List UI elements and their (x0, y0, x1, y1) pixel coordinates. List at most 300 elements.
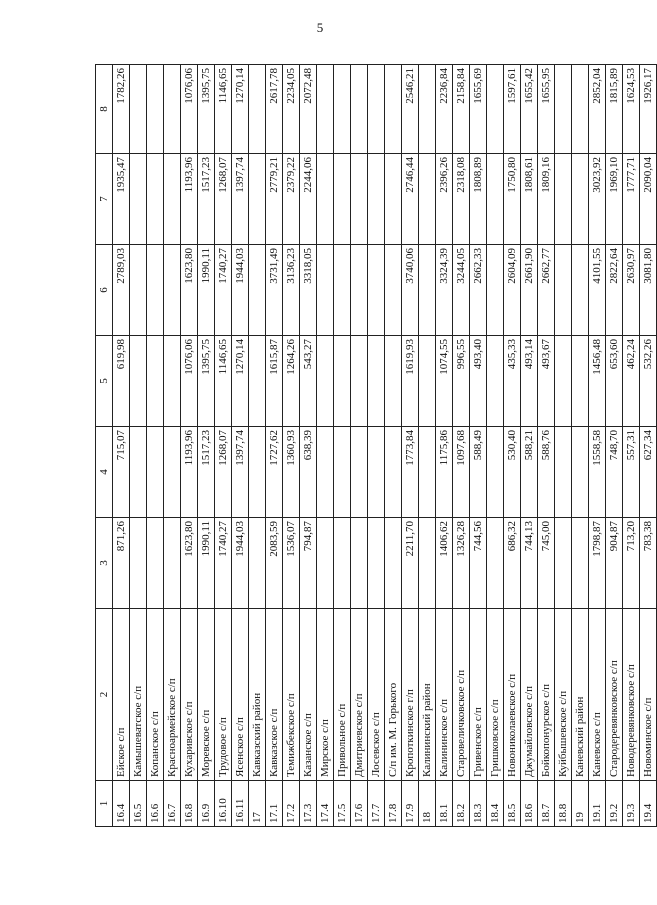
row-index-cell: 17.3 (300, 781, 317, 827)
value-cell: 1926,17 (640, 65, 657, 154)
value-cell: 2072,48 (300, 65, 317, 154)
value-cell: 1808,89 (470, 154, 487, 245)
value-cell (130, 336, 147, 427)
value-cell: 2662,33 (470, 245, 487, 336)
value-cell (419, 65, 436, 154)
value-cell (130, 154, 147, 245)
value-cell (419, 245, 436, 336)
row-index-cell: 17.5 (334, 781, 351, 827)
value-cell: 1076,06 (181, 336, 198, 427)
value-cell (164, 245, 181, 336)
value-cell: 1360,93 (283, 427, 300, 518)
row-index-cell: 18 (419, 781, 436, 827)
value-cell: 1175,86 (436, 427, 453, 518)
row-index-cell: 19.2 (606, 781, 623, 827)
table-row (623, 65, 640, 827)
row-index-cell: 16.10 (215, 781, 232, 827)
value-cell (419, 427, 436, 518)
value-cell: 1395,75 (198, 65, 215, 154)
value-cell: 1270,14 (232, 65, 249, 154)
row-index-cell: 18.8 (555, 781, 572, 827)
settlement-name-cell: Старовеличковское с/п (453, 609, 470, 781)
value-cell (164, 427, 181, 518)
settlement-name-cell: С/п им. М. Горького (385, 609, 402, 781)
value-cell: 2789,03 (113, 245, 130, 336)
row-index-cell: 17.7 (368, 781, 385, 827)
value-cell (130, 427, 147, 518)
value-cell: 1990,11 (198, 245, 215, 336)
table-container (95, 65, 654, 827)
settlement-name-cell: Гривенское с/п (470, 609, 487, 781)
value-cell: 2244,06 (300, 154, 317, 245)
value-cell (249, 154, 266, 245)
value-cell (555, 336, 572, 427)
row-index-cell: 17.2 (283, 781, 300, 827)
rotated-table-frame (95, 65, 654, 827)
value-cell: 2604,09 (504, 245, 521, 336)
value-cell: 871,26 (113, 518, 130, 609)
value-cell: 904,87 (606, 518, 623, 609)
value-cell (249, 336, 266, 427)
value-cell: 2661,90 (521, 245, 538, 336)
value-cell: 1146,65 (215, 336, 232, 427)
row-index-cell: 18.4 (487, 781, 504, 827)
value-cell: 1782,26 (113, 65, 130, 154)
table-row (215, 65, 232, 827)
value-cell: 1395,75 (198, 336, 215, 427)
value-cell (572, 65, 589, 154)
data-table (95, 64, 657, 827)
settlement-name-cell: Новониколаевское с/п (504, 609, 521, 781)
settlement-name-cell: Кухаривское с/п (181, 609, 198, 781)
value-cell: 713,20 (623, 518, 640, 609)
value-cell (249, 245, 266, 336)
settlement-name-cell: Камышеватское с/п (130, 609, 147, 781)
value-cell (130, 245, 147, 336)
column-header: 2 (96, 609, 113, 781)
value-cell (317, 336, 334, 427)
settlement-name-cell: Новодеревянковское с/п (623, 609, 640, 781)
value-cell: 1655,95 (538, 65, 555, 154)
table-row (249, 65, 266, 827)
value-cell (368, 518, 385, 609)
row-index-cell: 17.9 (402, 781, 419, 827)
value-cell (572, 427, 589, 518)
value-cell (351, 427, 368, 518)
value-cell: 1326,28 (453, 518, 470, 609)
value-cell: 1809,16 (538, 154, 555, 245)
table-row (504, 65, 521, 827)
value-cell (487, 154, 504, 245)
row-index-cell: 19.3 (623, 781, 640, 827)
value-cell (164, 518, 181, 609)
value-cell (385, 65, 402, 154)
value-cell: 2083,59 (266, 518, 283, 609)
settlement-name-cell: Трудовое с/п (215, 609, 232, 781)
value-cell: 1773,84 (402, 427, 419, 518)
value-cell: 1076,06 (181, 65, 198, 154)
value-cell: 794,87 (300, 518, 317, 609)
row-index-cell: 16.5 (130, 781, 147, 827)
value-cell: 1536,07 (283, 518, 300, 609)
value-cell: 1193,96 (181, 154, 198, 245)
value-cell: 493,14 (521, 336, 538, 427)
value-cell (249, 65, 266, 154)
settlement-name-cell: Новоминское с/п (640, 609, 657, 781)
table-row (453, 65, 470, 827)
value-cell: 2546,21 (402, 65, 419, 154)
settlement-name-cell: Гришковское с/п (487, 609, 504, 781)
value-cell (334, 245, 351, 336)
value-cell: 1750,80 (504, 154, 521, 245)
value-cell (147, 427, 164, 518)
value-cell (368, 427, 385, 518)
row-index-cell: 16.6 (147, 781, 164, 827)
value-cell: 2158,84 (453, 65, 470, 154)
value-cell (368, 65, 385, 154)
value-cell: 1406,62 (436, 518, 453, 609)
value-cell (317, 154, 334, 245)
value-cell (249, 518, 266, 609)
value-cell (555, 154, 572, 245)
row-index-cell: 18.7 (538, 781, 555, 827)
value-cell (487, 518, 504, 609)
value-cell: 1815,89 (606, 65, 623, 154)
table-row (232, 65, 249, 827)
value-cell: 1397,74 (232, 427, 249, 518)
value-cell: 3136,23 (283, 245, 300, 336)
value-cell (572, 154, 589, 245)
value-cell (147, 245, 164, 336)
value-cell (317, 427, 334, 518)
table-row (589, 65, 606, 827)
settlement-name-cell: Ясенское с/п (232, 609, 249, 781)
settlement-name-cell: Стародеревянковское с/п (606, 609, 623, 781)
value-cell: 1655,69 (470, 65, 487, 154)
row-index-cell: 17.6 (351, 781, 368, 827)
value-cell (130, 65, 147, 154)
value-cell (334, 336, 351, 427)
column-header: 4 (96, 427, 113, 518)
table-row (436, 65, 453, 827)
column-header: 5 (96, 336, 113, 427)
value-cell: 744,13 (521, 518, 538, 609)
value-cell: 715,07 (113, 427, 130, 518)
value-cell (351, 336, 368, 427)
table-row (266, 65, 283, 827)
value-cell: 1517,23 (198, 154, 215, 245)
value-cell: 1268,07 (215, 427, 232, 518)
table-row (130, 65, 147, 827)
row-index-cell: 17.4 (317, 781, 334, 827)
value-cell: 1074,55 (436, 336, 453, 427)
row-index-cell: 16.4 (113, 781, 130, 827)
value-cell (487, 336, 504, 427)
value-cell: 543,27 (300, 336, 317, 427)
value-cell: 2379,22 (283, 154, 300, 245)
value-cell: 996,55 (453, 336, 470, 427)
settlement-name-cell: Ейское с/п (113, 609, 130, 781)
value-cell (164, 65, 181, 154)
value-cell (351, 245, 368, 336)
value-cell: 2779,21 (266, 154, 283, 245)
value-cell: 1944,03 (232, 245, 249, 336)
row-index-cell: 16.11 (232, 781, 249, 827)
value-cell (555, 518, 572, 609)
value-cell (572, 518, 589, 609)
table-row (521, 65, 538, 827)
row-index-cell: 18.2 (453, 781, 470, 827)
settlement-name-cell: Бойкопонурское с/п (538, 609, 555, 781)
value-cell (351, 518, 368, 609)
value-cell (555, 65, 572, 154)
value-cell: 1969,10 (606, 154, 623, 245)
value-cell: 783,38 (640, 518, 657, 609)
value-cell: 1270,14 (232, 336, 249, 427)
row-index-cell: 19 (572, 781, 589, 827)
table-row (385, 65, 402, 827)
value-cell: 557,31 (623, 427, 640, 518)
column-header: 8 (96, 65, 113, 154)
column-header: 7 (96, 154, 113, 245)
value-cell (555, 427, 572, 518)
value-cell: 1740,27 (215, 245, 232, 336)
table-body (113, 65, 657, 827)
page-number: 5 (316, 20, 324, 35)
table-row (164, 65, 181, 827)
value-cell (147, 154, 164, 245)
row-index-cell: 17.1 (266, 781, 283, 827)
value-cell (419, 154, 436, 245)
table-row (300, 65, 317, 827)
table-row (487, 65, 504, 827)
settlement-name-cell: Кавказское с/п (266, 609, 283, 781)
value-cell: 4101,55 (589, 245, 606, 336)
value-cell: 1264,26 (283, 336, 300, 427)
value-cell: 588,49 (470, 427, 487, 518)
value-cell (487, 65, 504, 154)
row-index-cell: 16.8 (181, 781, 198, 827)
value-cell (147, 518, 164, 609)
value-cell (351, 154, 368, 245)
value-cell (368, 154, 385, 245)
value-cell: 1623,80 (181, 245, 198, 336)
value-cell: 1097,68 (453, 427, 470, 518)
table-row (419, 65, 436, 827)
row-index-cell: 19.1 (589, 781, 606, 827)
table-row (640, 65, 657, 827)
value-cell: 493,67 (538, 336, 555, 427)
value-cell: 638,39 (300, 427, 317, 518)
table-row (317, 65, 334, 827)
value-cell: 748,70 (606, 427, 623, 518)
table-row (283, 65, 300, 827)
value-cell: 2630,97 (623, 245, 640, 336)
table-row (181, 65, 198, 827)
value-cell (385, 427, 402, 518)
value-cell: 3740,06 (402, 245, 419, 336)
value-cell: 1397,74 (232, 154, 249, 245)
value-cell: 2318,08 (453, 154, 470, 245)
settlement-name-cell: Моревское с/п (198, 609, 215, 781)
value-cell: 3244,05 (453, 245, 470, 336)
settlement-name-cell: Кропоткинское г/п (402, 609, 419, 781)
value-cell: 1623,80 (181, 518, 198, 609)
value-cell (147, 65, 164, 154)
value-cell: 3731,49 (266, 245, 283, 336)
table-row (555, 65, 572, 827)
settlement-name-cell: Привольное с/п (334, 609, 351, 781)
value-cell: 744,56 (470, 518, 487, 609)
value-cell: 1619,93 (402, 336, 419, 427)
value-cell (368, 336, 385, 427)
value-cell: 653,60 (606, 336, 623, 427)
value-cell: 1517,23 (198, 427, 215, 518)
value-cell: 2662,77 (538, 245, 555, 336)
settlement-name-cell: Куйбышевское с/п (555, 609, 572, 781)
row-index-cell: 18.5 (504, 781, 521, 827)
value-cell (351, 65, 368, 154)
row-index-cell: 17.8 (385, 781, 402, 827)
table-row (470, 65, 487, 827)
value-cell (385, 154, 402, 245)
value-cell (317, 65, 334, 154)
value-cell: 1456,48 (589, 336, 606, 427)
settlement-name-cell: Кавказский район (249, 609, 266, 781)
settlement-name-cell: Каневский район (572, 609, 589, 781)
value-cell (487, 245, 504, 336)
value-cell: 2234,05 (283, 65, 300, 154)
value-cell: 1624,53 (623, 65, 640, 154)
column-header: 3 (96, 518, 113, 609)
table-row (351, 65, 368, 827)
value-cell: 1777,71 (623, 154, 640, 245)
value-cell: 1944,03 (232, 518, 249, 609)
table-row (113, 65, 130, 827)
value-cell: 530,40 (504, 427, 521, 518)
value-cell (130, 518, 147, 609)
value-cell: 3023,92 (589, 154, 606, 245)
value-cell: 462,24 (623, 336, 640, 427)
value-cell (572, 245, 589, 336)
value-cell: 1655,42 (521, 65, 538, 154)
value-cell: 2090,04 (640, 154, 657, 245)
value-cell (317, 518, 334, 609)
settlement-name-cell: Копанское с/п (147, 609, 164, 781)
value-cell: 1740,27 (215, 518, 232, 609)
value-cell: 1146,65 (215, 65, 232, 154)
value-cell: 2852,04 (589, 65, 606, 154)
value-cell: 3318,05 (300, 245, 317, 336)
column-header: 6 (96, 245, 113, 336)
value-cell: 532,26 (640, 336, 657, 427)
value-cell: 1268,07 (215, 154, 232, 245)
table-row (334, 65, 351, 827)
value-cell (572, 336, 589, 427)
value-cell (147, 336, 164, 427)
value-cell: 619,98 (113, 336, 130, 427)
value-cell: 2822,64 (606, 245, 623, 336)
value-cell: 1990,11 (198, 518, 215, 609)
value-cell (334, 65, 351, 154)
value-cell (368, 245, 385, 336)
row-index-cell: 18.6 (521, 781, 538, 827)
value-cell (164, 336, 181, 427)
row-index-cell: 16.7 (164, 781, 181, 827)
settlement-name-cell: Лосевское с/п (368, 609, 385, 781)
value-cell: 1193,96 (181, 427, 198, 518)
table-row (198, 65, 215, 827)
value-cell (419, 518, 436, 609)
value-cell (487, 427, 504, 518)
value-cell: 3324,39 (436, 245, 453, 336)
row-index-cell: 18.3 (470, 781, 487, 827)
settlement-name-cell: Джумайловское с/п (521, 609, 538, 781)
row-index-cell: 16.9 (198, 781, 215, 827)
table-row (368, 65, 385, 827)
row-index-cell: 19.4 (640, 781, 657, 827)
value-cell: 435,33 (504, 336, 521, 427)
settlement-name-cell: Темижбекское с/п (283, 609, 300, 781)
value-cell: 1558,58 (589, 427, 606, 518)
value-cell (385, 245, 402, 336)
settlement-name-cell: Казанское с/п (300, 609, 317, 781)
value-cell: 745,00 (538, 518, 555, 609)
value-cell: 493,40 (470, 336, 487, 427)
value-cell (334, 427, 351, 518)
settlement-name-cell: Калининское с/п (436, 609, 453, 781)
value-cell (385, 336, 402, 427)
column-header: 1 (96, 781, 113, 827)
value-cell (249, 427, 266, 518)
value-cell (385, 518, 402, 609)
value-cell: 1798,87 (589, 518, 606, 609)
value-cell (317, 245, 334, 336)
table-row (606, 65, 623, 827)
settlement-name-cell: Калининский район (419, 609, 436, 781)
value-cell (164, 154, 181, 245)
table-row (572, 65, 589, 827)
value-cell: 2396,26 (436, 154, 453, 245)
value-cell: 686,32 (504, 518, 521, 609)
value-cell: 2236,84 (436, 65, 453, 154)
value-cell: 1727,62 (266, 427, 283, 518)
settlement-name-cell: Дмитриевское с/п (351, 609, 368, 781)
value-cell: 1808,61 (521, 154, 538, 245)
row-index-cell: 17 (249, 781, 266, 827)
value-cell: 1615,87 (266, 336, 283, 427)
value-cell: 2211,70 (402, 518, 419, 609)
value-cell: 3081,80 (640, 245, 657, 336)
value-cell: 627,34 (640, 427, 657, 518)
value-cell: 588,21 (521, 427, 538, 518)
value-cell (334, 518, 351, 609)
value-cell (419, 336, 436, 427)
value-cell (555, 245, 572, 336)
value-cell: 1597,61 (504, 65, 521, 154)
table-row (147, 65, 164, 827)
header-row (96, 65, 113, 827)
row-index-cell: 18.1 (436, 781, 453, 827)
settlement-name-cell: Каневское с/п (589, 609, 606, 781)
settlement-name-cell: Мирское с/п (317, 609, 334, 781)
value-cell: 588,76 (538, 427, 555, 518)
value-cell: 2617,78 (266, 65, 283, 154)
settlement-name-cell: Красноармейское с/п (164, 609, 181, 781)
table-row (402, 65, 419, 827)
value-cell (334, 154, 351, 245)
table-row (538, 65, 555, 827)
